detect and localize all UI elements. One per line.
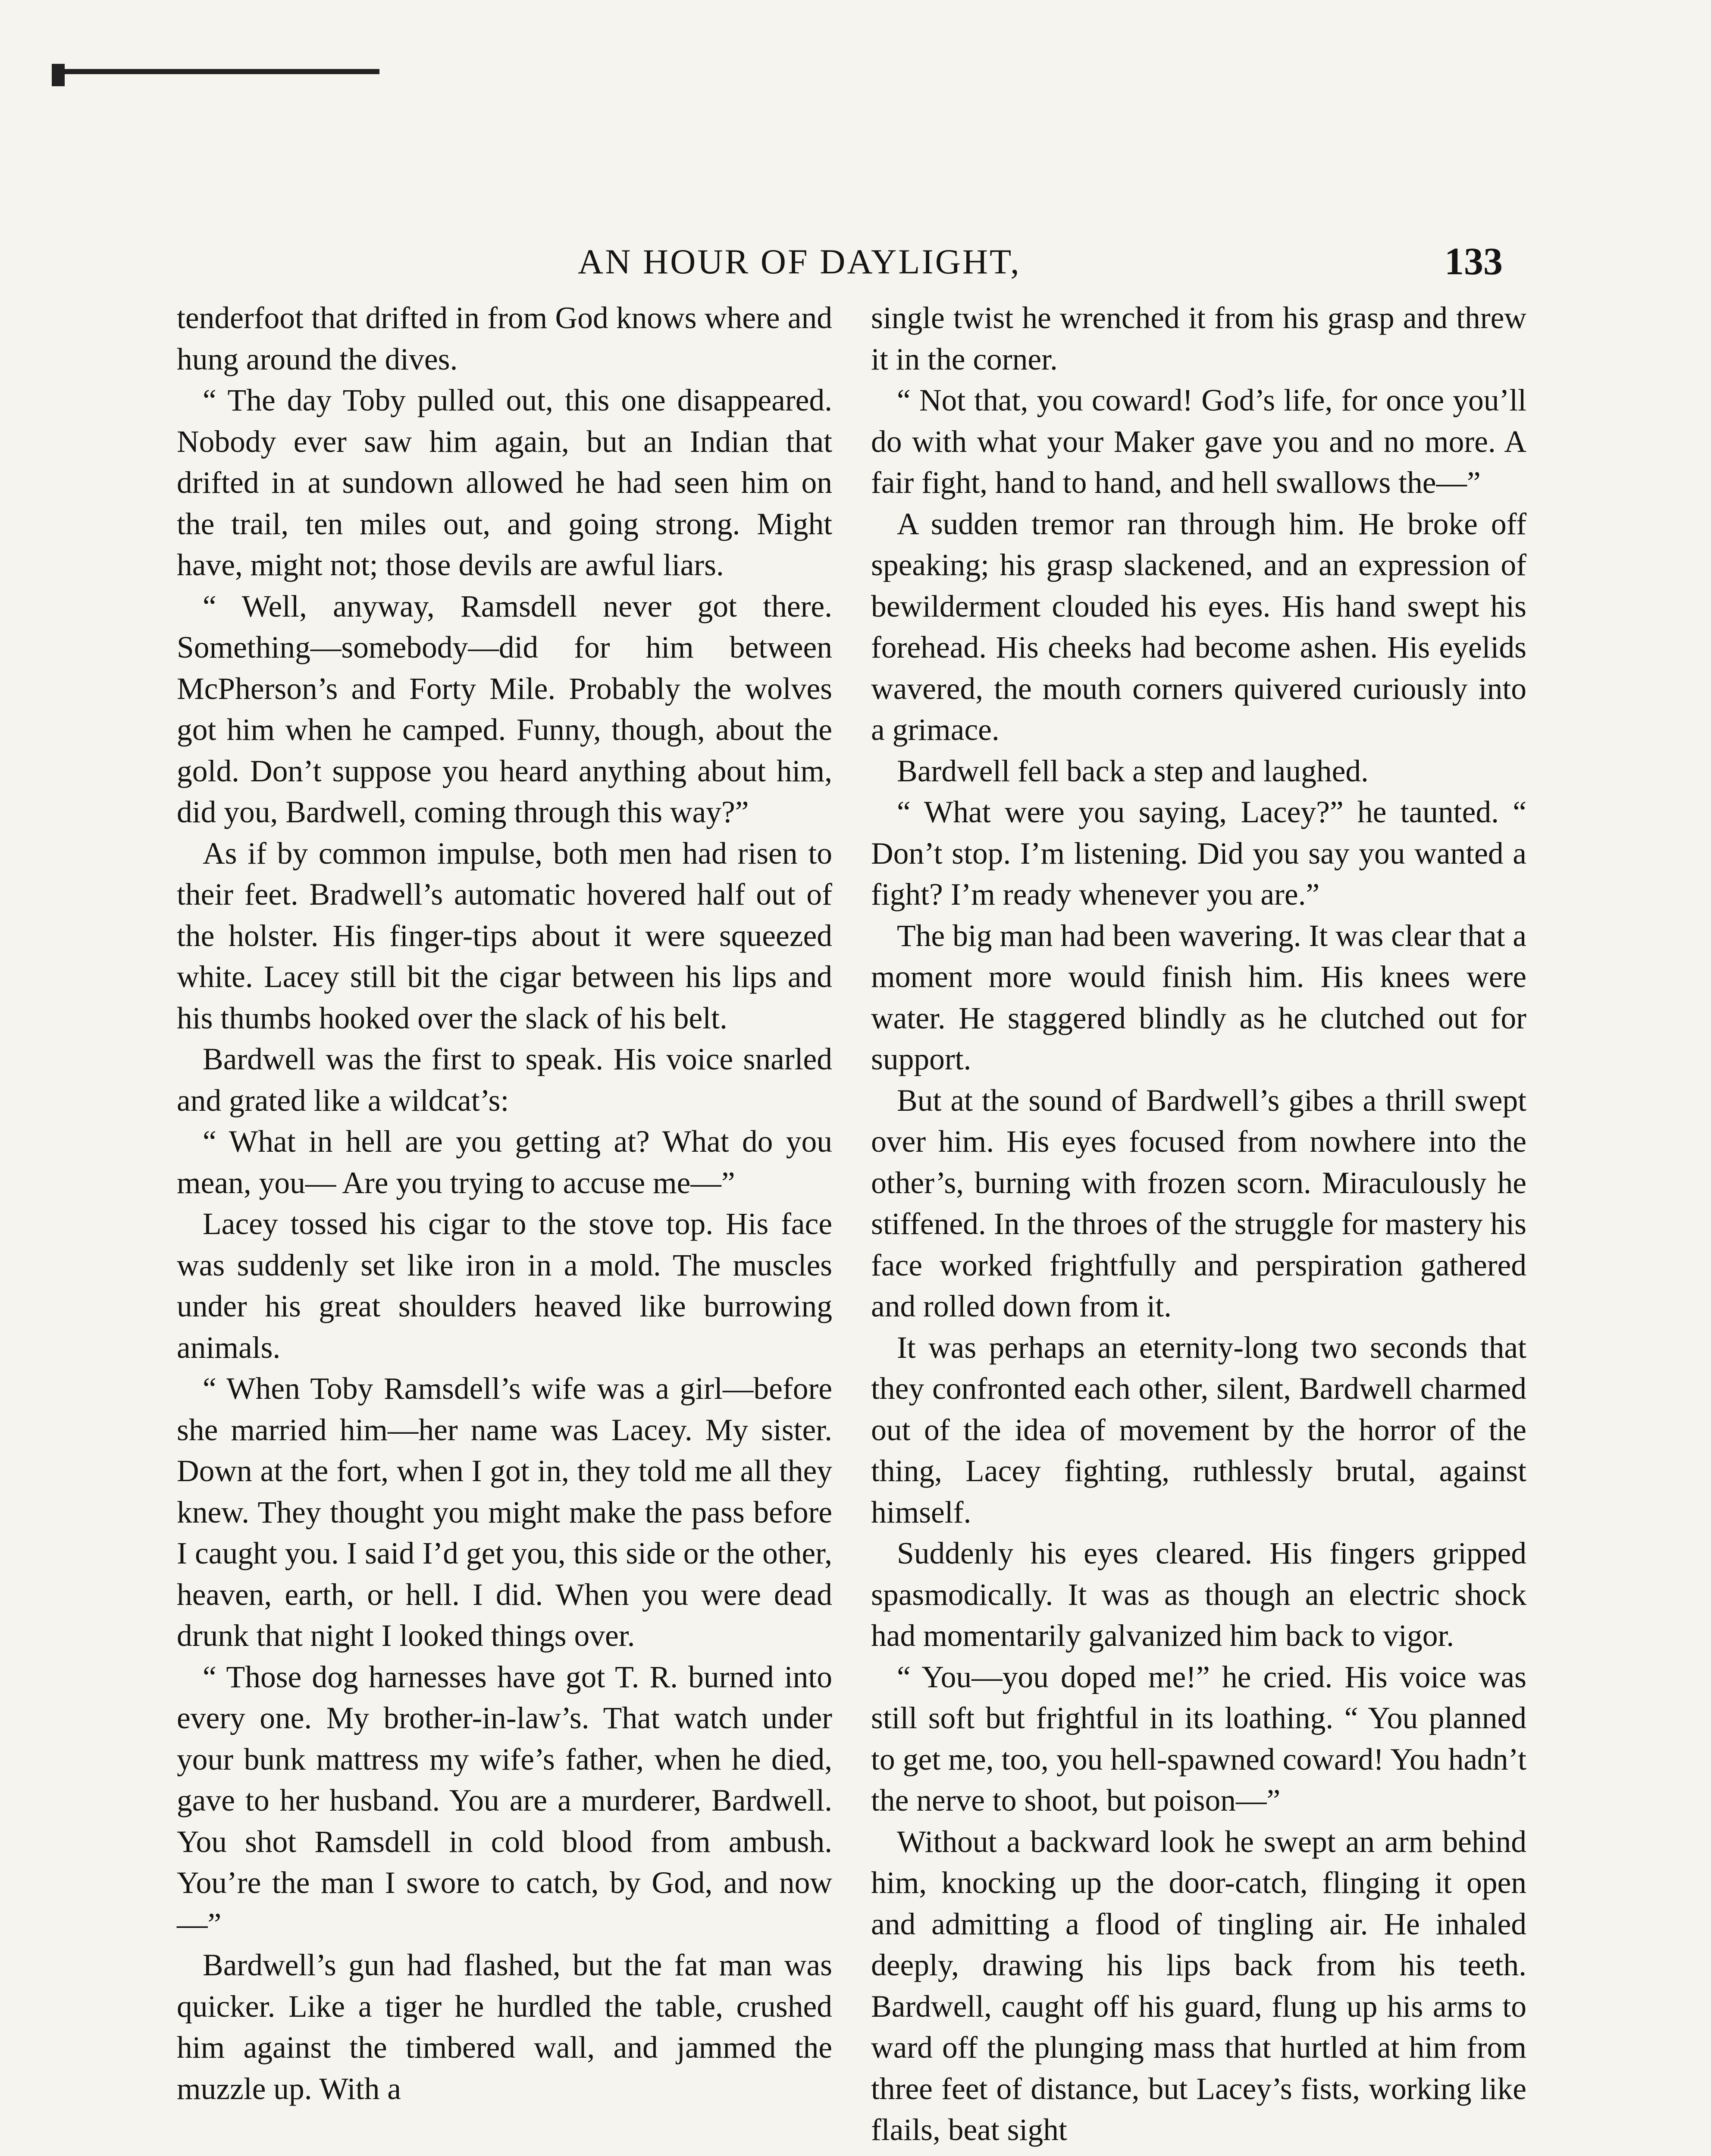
paragraph: But at the sound of Bardwell’s gibes a thrill swept over him. His eyes focused from nowhere into the other’s, burning with frozen scorn. Miraculously he stiffened. In the throes of the struggle for mastery his face worked frightfully and perspiration gathered and rolled down from it.	[871, 1083, 1526, 1323]
running-head: AN HOUR OF DAYLIGHT,	[578, 242, 1021, 281]
paragraph: “ Well, anyway, Ramsdell never got there. Something—somebody—did for him between McPherson’s and Forty Mile. Probably the wolves got him when he camped. Funny, though, about the gold. Don’t suppose you heard anything about him, did you, Bardwell, coming through this way?”	[177, 589, 832, 829]
paragraph: Bardwell was the first to speak. His voice snarled and grated like a wildcat’s:	[177, 1042, 832, 1118]
paragraph: A sudden tremor ran through him. He broke off speaking; his grasp slackened, and an expression of bewilderment clouded his eyes. His hand swept his forehead. His cheeks had become ashen. His eyelids wavered, the mouth corners quivered curiously into a grimace.	[871, 507, 1526, 747]
paragraph: It was perhaps an eternity-long two seconds that they confronted each other, silent, Bardwell charmed out of the idea of movement by the horror of the thing, Lacey fighting, ruthlessly brutal, against himself.	[871, 1330, 1526, 1529]
paragraph: Suddenly his eyes cleared. His fingers gripped spasmodically. It was as though an electric shock had momentarily galvanized him back to vigor.	[871, 1536, 1526, 1653]
paragraph: Lacey tossed his cigar to the stove top. His face was suddenly set like iron in a mold. The muscles under his great shoulders heaved like burrowing animals.	[177, 1207, 832, 1365]
corner-ink-mark	[52, 69, 379, 74]
paragraph: “ You—you doped me!” he cried. His voice was still soft but frightful in its loathing. “ You planned to get me, too, you hell-spawned coward! You hadn’t the nerve to shoot, but poison—”	[871, 1660, 1526, 1818]
paragraph: “ Not that, you coward! God’s life, for once you’ll do with what your Maker gave you and no more. A fair fight, hand to hand, and hell swallows the—”	[871, 383, 1526, 500]
paragraph: Bardwell’s gun had flashed, but the fat man was quicker. Like a tiger he hurdled the table, crushed him against the timbered wall, and jammed the muzzle up. With a	[177, 1948, 832, 2106]
right-column	[871, 298, 1526, 2151]
paragraph: tenderfoot that drifted in from God knows where and hung around the dives.	[177, 301, 832, 376]
left-column	[177, 298, 832, 2109]
paragraph: “ When Toby Ramsdell’s wife was a girl—before she married him—her name was Lacey. My sister. Down at the fort, when I got in, they told me all they knew. They thought you might make the pass before I caught you. I said I’d get you, this side or the other, heaven, earth, or hell. I did. When you were dead drunk that night I looked things over.	[177, 1372, 832, 1653]
paragraph: “ What were you saying, Lacey?” he taunted. “ Don’t stop. I’m listening. Did you say you wanted a fight? I’m ready whenever you are.”	[871, 795, 1526, 912]
paragraph: single twist he wrenched it from his grasp and threw it in the corner.	[871, 301, 1526, 376]
paragraph: “ The day Toby pulled out, this one disappeared. Nobody ever saw him again, but an Indian that drifted in at sundown allowed he had seen him on the trail, ten miles out, and going strong. Might have, might not; those devils are awful liars.	[177, 383, 832, 582]
paragraph: “ What in hell are you getting at? What do you mean, you— Are you trying to accuse me—”	[177, 1125, 832, 1200]
paragraph: “ Those dog harnesses have got T. R. burned into every one. My brother-in-law’s. That watch under your bunk mattress my wife’s father, when he died, gave to her husband. You are a murderer, Bardwell. You shot Ramsdell in cold blood from ambush. You’re the man I swore to catch, by God, and now—”	[177, 1660, 832, 1941]
paragraph: Bardwell fell back a step and laughed.	[897, 754, 1369, 788]
paragraph: Without a backward look he swept an arm behind him, knocking up the door-catch, flinging it open and admitting a flood of tingling air. He inhaled deeply, drawing his lips back from his teeth. Bardwell, caught off his guard, flung up his arms to ward off the plunging mass that hurtled at him from three feet of distance, but Lacey’s fists, working like flails, beat sight	[871, 1824, 1526, 2147]
page-number: 133	[1445, 240, 1503, 283]
paragraph: The big man had been wavering. It was clear that a moment more would finish him. His knees were water. He staggered blindly as he clutched out for support.	[871, 918, 1526, 1076]
paragraph: As if by common impulse, both men had risen to their feet. Bradwell’s automatic hovered half out of the holster. His finger-tips about it were squeezed white. Lacey still bit the cigar between his lips and his thumbs hooked over the slack of his belt.	[177, 836, 832, 1035]
